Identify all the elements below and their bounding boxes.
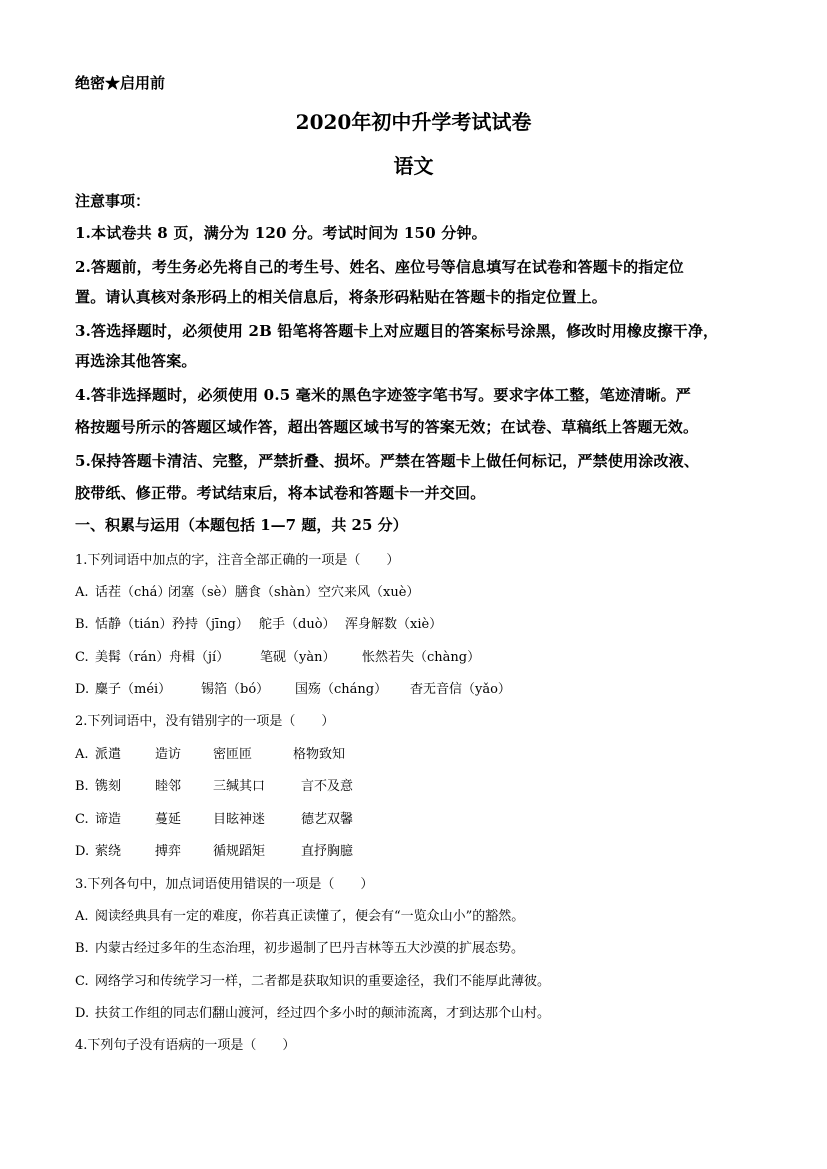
question-1-option-b: B. 恬静（tián）矜持（jīng） 舵手（duò） 浑身解数（xiè）: [75, 617, 443, 632]
question-1-option-a: A. 话茬（chá）闭塞（sè）膳食（shàn）空穴来风（xuè）: [75, 585, 420, 600]
notes-line: 5.保持答题卡清洁、完整，严禁折叠、损坏。严禁在答题卡上做任何标记，严禁使用涂改液、: [75, 452, 700, 470]
notes-line: 1.本试卷共 8 页，满分为 120 分。考试时间为 150 分钟。: [75, 224, 487, 242]
notes-line: 4.答非选择题时，必须使用 0.5 毫米的黑色字迹签字笔书写。要求字体工整，笔迹清晰。严: [75, 386, 692, 404]
exam-title: 2020年初中升学考试试卷: [295, 110, 532, 134]
question-3-option-c: C. 网络学习和传统学习一样，二者都是获取知识的重要途径，我们不能厚此薄彼。: [75, 974, 551, 989]
question-1-option-c: C. 美髯（rán）舟楫（jí） 笔砚（yàn） 怅然若失（chàng）: [75, 650, 481, 665]
question-3-stem: 3.下列各句中，加点词语使用错误的一项是（ ）: [75, 877, 374, 892]
notes-line: 再选涂其他答案。: [75, 352, 197, 370]
notes-line: 2.答题前，考生务必先将自己的考生号、姓名、座位号等信息填写在试卷和答题卡的指定位: [75, 258, 684, 276]
question-1-stem: 1.下列词语中加点的字，注音全部正确的一项是（ ）: [75, 553, 400, 568]
notes-line: 胶带纸、修正带。考试结束后，将本试卷和答题卡一并交回。: [75, 484, 486, 502]
question-2-option-a: A. 派遣 造访 密匝匝 格物致知: [75, 747, 346, 762]
question-3-option-a: A. 阅读经典具有一定的难度，你若真正读懂了，便会有“一览众山小”的豁然。: [75, 909, 525, 924]
section-heading: 一、积累与运用（本题包括 1—7 题，共 25 分）: [75, 516, 408, 534]
notes-line: 置。请认真核对条形码上的相关信息后，将条形码粘贴在答题卡的指定位置上。: [75, 288, 608, 306]
question-3-option-b: B. 内蒙古经过多年的生态治理，初步遏制了巴丹吉林等五大沙漠的扩展态势。: [75, 941, 525, 956]
question-2-option-c: C. 谛造 蔓延 目眩神迷 德艺双馨: [75, 812, 354, 827]
question-4-stem: 4.下列句子没有语病的一项是（ ）: [75, 1038, 296, 1053]
question-3-option-d: D. 扶贫工作组的同志们翻山渡河，经过四个多小时的颠沛流离，才到达那个山村。: [75, 1006, 551, 1021]
question-2-stem: 2.下列词语中，没有错别字的一项是（ ）: [75, 714, 335, 729]
subject-title: 语文: [393, 154, 434, 178]
question-2-option-b: B. 镌刻 睦邻 三缄其口 言不及意: [75, 779, 354, 794]
notes-line: 3.答选择题时，必须使用 2B 铅笔将答题卡上对应题目的答案标号涂黑，修改时用橡皮擦干净，: [75, 322, 719, 340]
notes-line: 格按题号所示的答题区域作答，超出答题区域书写的答案无效；在试卷、草稿纸上答题无效。: [75, 418, 699, 436]
question-2-option-d: D. 萦绕 搏弈 循规蹈矩 直抒胸臆: [75, 844, 354, 859]
confidential-mark: 绝密★启用前: [75, 74, 166, 92]
notes-heading: 注意事项：: [75, 192, 151, 210]
question-1-option-d: D. 麋子（méi） 锡箔（bó） 国殇（cháng） 杳无音信（yǎo）: [75, 682, 511, 697]
